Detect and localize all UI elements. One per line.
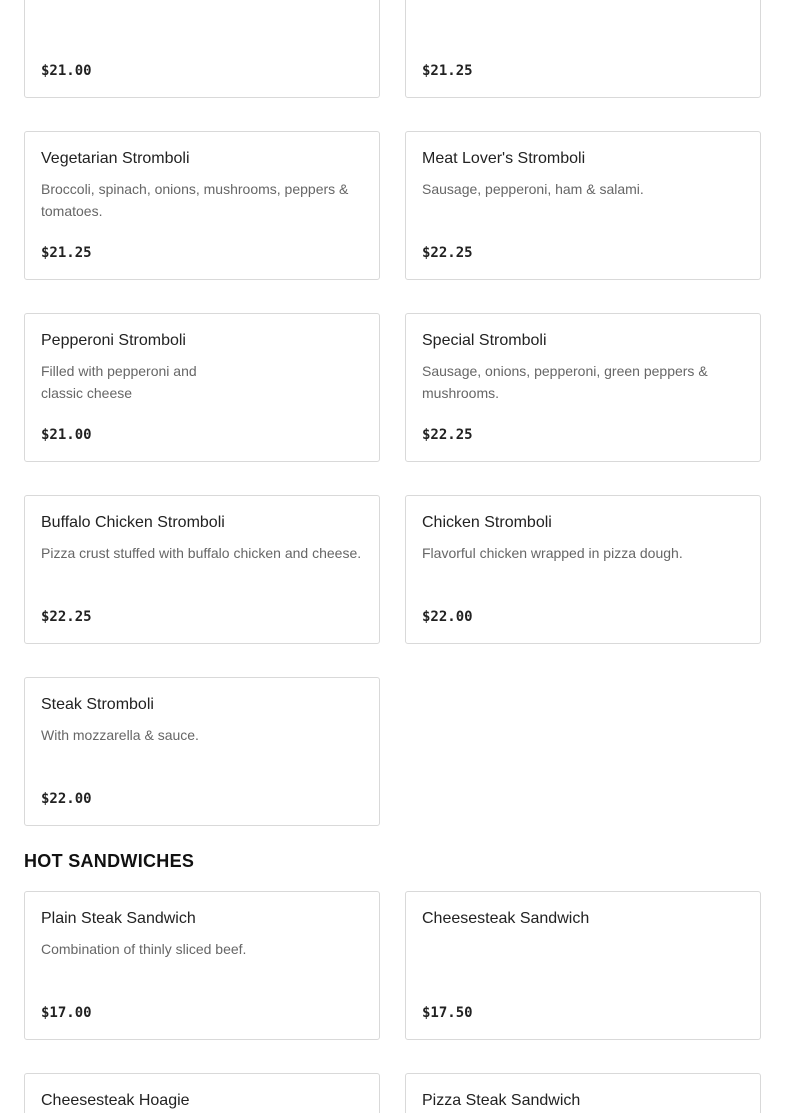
menu-item-card[interactable] (24, 0, 380, 98)
item-description: Broccoli, spinach, onions, mushrooms, peppers & tomatoes. (41, 181, 349, 219)
menu-item-card[interactable] (405, 0, 761, 98)
item-name: Special Stromboli (422, 332, 547, 349)
item-name: Vegetarian Stromboli (41, 150, 190, 167)
item-price: $22.25 (422, 427, 473, 443)
item-name: Cheesesteak Hoagie (41, 1092, 190, 1109)
menu-item-card[interactable] (24, 1073, 380, 1113)
item-name: Plain Steak Sandwich (41, 910, 196, 927)
item-description: With mozzarella & sauce. (41, 727, 199, 743)
item-description: Filled with pepperoni and classic cheese (41, 363, 197, 401)
item-price: $21.25 (41, 245, 92, 261)
item-description: Pizza crust stuffed with buffalo chicken and cheese. (41, 545, 362, 561)
item-description: Combination of thinly sliced beef. (41, 941, 247, 957)
item-price: $21.00 (41, 427, 92, 443)
menu-item-card[interactable] (24, 891, 380, 1040)
item-name: Steak Stromboli (41, 696, 154, 713)
section-title-hot-sandwiches: HOT SANDWICHES (24, 851, 195, 871)
menu-item-card[interactable] (405, 495, 761, 644)
item-name: Chicken Stromboli (422, 514, 552, 531)
menu-item-card[interactable] (405, 313, 761, 462)
item-price: $22.25 (422, 245, 473, 261)
item-price: $21.00 (41, 63, 92, 79)
item-description: Flavorful chicken wrapped in pizza dough. (422, 545, 683, 561)
item-name: Pepperoni Stromboli (41, 332, 186, 349)
menu-item-card[interactable] (24, 677, 380, 826)
menu-item-card[interactable] (405, 131, 761, 280)
item-price: $21.25 (422, 63, 473, 79)
item-price: $17.50 (422, 1005, 473, 1021)
menu-item-card[interactable] (24, 495, 380, 644)
item-price: $22.00 (41, 791, 92, 807)
item-price: $17.00 (41, 1005, 92, 1021)
menu-item-card[interactable] (24, 131, 380, 280)
item-name: Meat Lover's Stromboli (422, 150, 586, 167)
menu-item-card[interactable] (405, 891, 761, 1040)
item-price: $22.00 (422, 609, 473, 625)
item-name: Cheesesteak Sandwich (422, 910, 590, 927)
item-name: Pizza Steak Sandwich (422, 1092, 581, 1109)
item-description: Sausage, onions, pepperoni, green peppers & mushrooms. (422, 363, 708, 401)
menu-item-card[interactable] (24, 313, 380, 462)
item-price: $22.25 (41, 609, 92, 625)
item-description: Sausage, pepperoni, ham & salami. (422, 181, 644, 197)
menu-item-card[interactable] (405, 1073, 761, 1113)
item-name: Buffalo Chicken Stromboli (41, 514, 225, 531)
